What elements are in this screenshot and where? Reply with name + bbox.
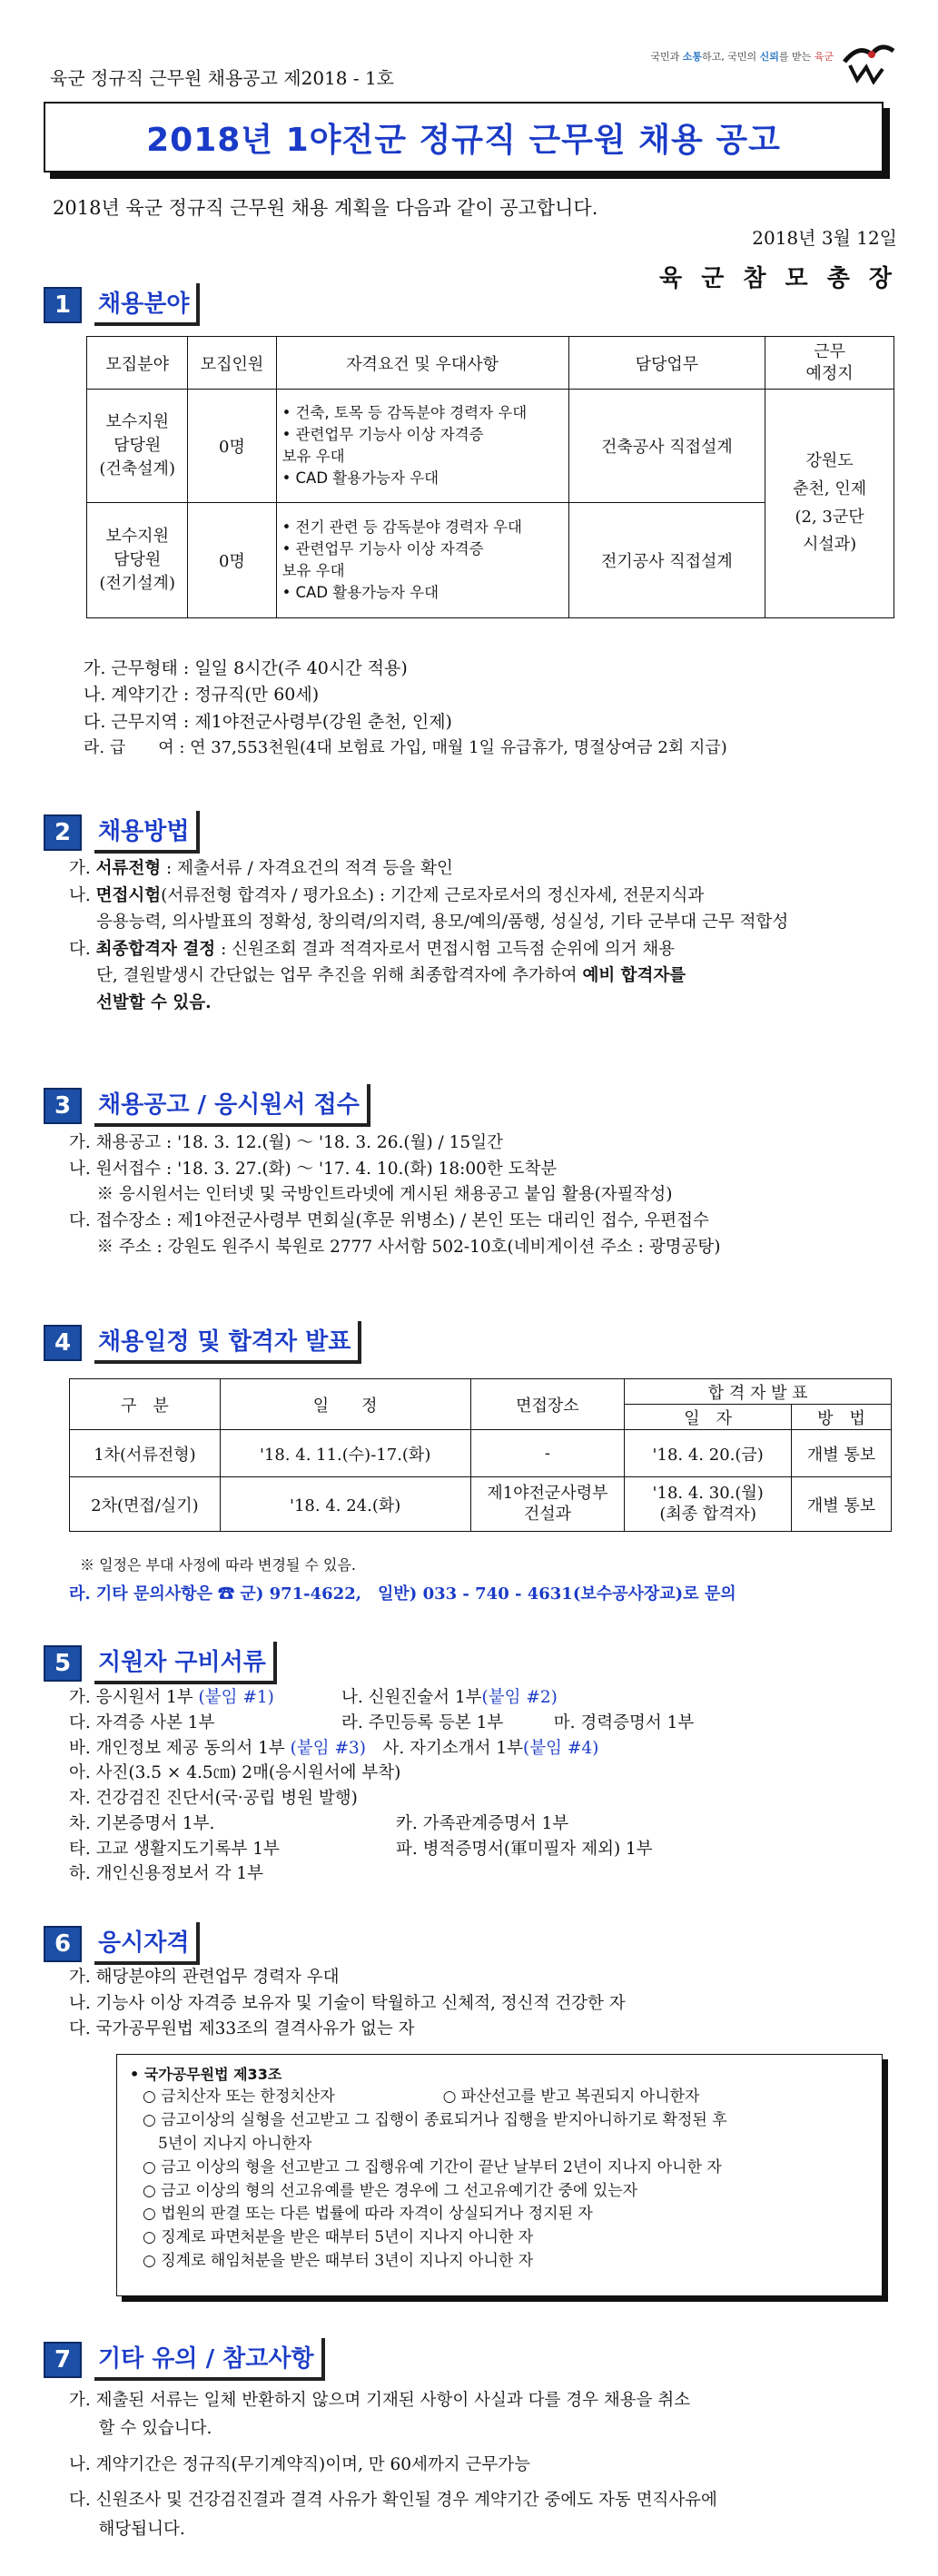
list-item: ※ 주소 : 강원도 원주시 북원로 2777 사서함 502-10호(네비게이션 주소 : 광명공탕) bbox=[80, 1237, 721, 1257]
section-title: 지원자 구비서류 bbox=[94, 1642, 277, 1684]
list-item: 가. 제출된 서류는 일체 반환하지 않으며 기재된 사항이 사실과 다를 경우 채용을 취소 bbox=[69, 2391, 691, 2410]
table-cell: 건축공사 직접설계 bbox=[568, 390, 765, 503]
table-header: 모집분야 bbox=[87, 337, 188, 390]
table-cell: '18. 4. 20.(금) bbox=[625, 1430, 792, 1477]
section-title: 응시자격 bbox=[94, 1922, 200, 1965]
section-3-header bbox=[44, 1084, 370, 1127]
list-item: 다. 근무지역 : 제1야전군사령부(강원 춘천, 인제) bbox=[84, 711, 452, 732]
table-cell: 개별 통보 bbox=[792, 1430, 892, 1477]
list-item: 5년이 지나지 아니한자 bbox=[143, 2134, 312, 2153]
table-cell: 전기공사 직접설계 bbox=[568, 503, 765, 618]
table-header: 일 정 bbox=[220, 1379, 470, 1430]
section-5-items bbox=[69, 1685, 694, 1887]
table-cell: - bbox=[470, 1430, 625, 1477]
table-header: 합 격 자 발 표 bbox=[625, 1379, 892, 1405]
issuing-authority: 육 군 참 모 총 장 bbox=[659, 265, 897, 292]
list-item: ※ 응시원서는 인터넷 및 국방인트라넷에 게시된 채용공고 붙임 활용(자필작성) bbox=[80, 1185, 673, 1205]
section-number: 6 bbox=[44, 1926, 82, 1962]
box-title: • 국가공무원법 제33조 bbox=[130, 2066, 282, 2083]
table-cell: 1차(서류전형) bbox=[70, 1430, 221, 1477]
list-item: 타. 고교 생활지도기록부 1부 파. 병적증명서(軍미필자 제외) 1부 bbox=[69, 1839, 653, 1859]
recruitment-field-table bbox=[86, 336, 894, 618]
list-item: 선발할 수 있음. bbox=[96, 992, 212, 1012]
table-cell: 0명 bbox=[188, 503, 276, 618]
table-row bbox=[87, 390, 894, 503]
table-cell: '18. 4. 30.(월) (최종 합격자) bbox=[625, 1477, 792, 1532]
section-1-items bbox=[84, 656, 727, 761]
list-item: 라. 급 여 : 연 37,553천원(4대 보험료 가입, 매월 1일 유급휴가, 명절상여금 2회 지급) bbox=[84, 738, 727, 758]
section-6-header bbox=[44, 1922, 200, 1965]
table-header: 자격요건 및 우대사항 bbox=[276, 337, 568, 390]
list-item: 다. 국가공무원법 제33조의 결격사유가 없는 자 bbox=[69, 2019, 415, 2039]
table-header: 근무 예정지 bbox=[765, 337, 894, 390]
list-item: 나. 면접시험(서류전형 합격자 / 평가요소) : 기간제 근로자로서의 정신자세, 전문지식과 bbox=[69, 885, 705, 905]
table-cell: 2차(면접/실기) bbox=[70, 1477, 221, 1532]
list-item: ○ 금치산자 또는 한정치산자 ○ 파산선고를 받고 복권되지 아니한자 bbox=[143, 2087, 700, 2107]
table-cell: 보수지원 담당원 (전기설계) bbox=[87, 503, 188, 618]
table-cell: 0명 bbox=[188, 390, 276, 503]
list-item: 하. 개인신용정보서 각 1부 bbox=[69, 1864, 264, 1884]
section-3-items bbox=[69, 1130, 720, 1260]
announcement-date: 2018년 3월 12일 bbox=[752, 227, 897, 249]
list-item: 자. 건강검진 진단서(국·공립 병원 발행) bbox=[69, 1789, 358, 1808]
list-item: 가. 채용공고 : '18. 3. 12.(월) ～ '18. 3. 26.(월) / 15일간 bbox=[69, 1133, 503, 1152]
disqualification-box bbox=[116, 2054, 883, 2296]
section-title: 채용일정 및 합격자 발표 bbox=[94, 1321, 361, 1364]
section-title: 기타 유의 / 참고사항 bbox=[94, 2338, 325, 2381]
table-cell: 보수지원 담당원 (건축설계) bbox=[87, 390, 188, 503]
list-item: 가. 해당분야의 관련업무 경력자 우대 bbox=[69, 1968, 340, 1987]
section-4-header bbox=[44, 1321, 361, 1364]
list-item: 다. 접수장소 : 제1야전군사령부 면회실(후문 위병소) / 본인 또는 대리인 접수, 우편접수 bbox=[69, 1211, 709, 1231]
contact-info: 라. 기타 문의사항은 ☎ 군) 971-4622, 일반) 033 - 740 - 4631(보수공사장교)로 문의 bbox=[69, 1584, 736, 1604]
list-item: 응용능력, 의사발표의 정확성, 창의력/의지력, 용모/예의/품행, 성실성, 기타 군부대 근무 적합성 bbox=[96, 913, 789, 933]
table-header: 면접장소 bbox=[470, 1379, 625, 1430]
section-title: 채용분야 bbox=[94, 283, 200, 326]
section-number: 3 bbox=[44, 1088, 82, 1124]
section-number: 1 bbox=[44, 287, 82, 323]
list-item: 바. 개인정보 제공 동의서 1부 (붙임 #3) 사. 자기소개서 1부(붙임 #4) bbox=[69, 1738, 599, 1758]
list-item: 나. 원서접수 : '18. 3. 27.(화) ～ '17. 4. 10.(화) 18:00한 도착분 bbox=[69, 1159, 558, 1179]
intro-text: 2018년 육군 정규직 근무원 채용 계획을 다음과 같이 공고합니다. bbox=[53, 197, 598, 219]
list-item: ○ 금고이상의 실형을 선고받고 그 집행이 종료되거나 집행을 받지아니하기로 확정된 후 bbox=[143, 2111, 727, 2130]
list-item: ○ 징계로 파면처분을 받은 때부터 5년이 지나지 아니한 자 bbox=[143, 2228, 534, 2247]
list-item: 가. 근무형태 : 일일 8시간(주 40시간 적용) bbox=[84, 658, 408, 678]
table-row bbox=[70, 1430, 892, 1477]
list-item: 가. 응시원서 1부 (붙임 #1) 나. 신원진술서 1부(붙임 #2) bbox=[69, 1688, 558, 1707]
section-title: 채용공고 / 응시원서 접수 bbox=[94, 1084, 370, 1127]
table-header: 구 분 bbox=[70, 1379, 221, 1430]
list-item: ○ 금고 이상의 형의 선고유예를 받은 경우에 그 선고유예기간 중에 있는자 bbox=[143, 2181, 638, 2200]
table-cell: 제1야전군사령부 건설과 bbox=[470, 1477, 625, 1532]
table-cell: '18. 4. 11.(수)-17.(화) bbox=[220, 1430, 470, 1477]
section-6-items bbox=[69, 1965, 626, 2043]
schedule-note: ※ 일정은 부대 사정에 따라 변경될 수 있음. bbox=[80, 1556, 356, 1574]
table-header: 담당업무 bbox=[568, 337, 765, 390]
table-row bbox=[70, 1477, 892, 1532]
list-item: ○ 법원의 판결 또는 다른 법률에 따라 자격이 상실되거나 정지된 자 bbox=[143, 2205, 593, 2224]
section-title: 채용방법 bbox=[94, 811, 200, 854]
table-cell: '18. 4. 24.(화) bbox=[220, 1477, 470, 1532]
section-2-header bbox=[44, 811, 200, 854]
section-number: 4 bbox=[44, 1325, 82, 1361]
section-7-header bbox=[44, 2338, 325, 2381]
list-item: ○ 금고 이상의 형을 선고받고 그 집행유예 기간이 끝난 날부터 2년이 지나지 아니한 자 bbox=[143, 2157, 722, 2176]
army-logo bbox=[650, 35, 897, 84]
section-1-header bbox=[44, 283, 200, 326]
page-title: 2018년 1야전군 정규직 근무원 채용 공고 bbox=[44, 102, 884, 173]
list-item: 다. 자격증 사본 1부 라. 주민등록 등본 1부 마. 경력증명서 1부 bbox=[69, 1712, 695, 1732]
list-item: 다. 신원조사 및 건강검진결과 결격 사유가 확인될 경우 계약기간 중에도 자동 면직사유에 bbox=[69, 2491, 717, 2511]
section-number: 2 bbox=[44, 814, 82, 851]
list-item: 다. 최종합격자 결정 : 신원조회 결과 적격자로서 면접시험 고득점 순위에 의거 채용 bbox=[69, 939, 676, 959]
section-7-items bbox=[69, 2386, 717, 2543]
list-item: 차. 기본증명서 1부. 카. 가족관계증명서 1부 bbox=[69, 1813, 569, 1833]
table-cell: • 전기 관련 등 감독분야 경력자 우대 • 관련업무 기능사 이상 자격증 보유 우대 • CAD 활용가능자 우대 bbox=[276, 503, 568, 618]
schedule-table bbox=[69, 1378, 892, 1532]
table-cell: 강원도 춘천, 인제 (2, 3군단 시설과) bbox=[765, 390, 894, 618]
logo-motto: 국민과 소통하고, 국민의 신뢰를 받는 육군 bbox=[650, 51, 834, 63]
table-cell: 개별 통보 bbox=[792, 1477, 892, 1532]
list-item: 가. 서류전형 : 제출서류 / 자격요건의 적격 등을 확인 bbox=[69, 859, 453, 878]
list-item: 해당됩니다. bbox=[82, 2519, 185, 2539]
list-item: 아. 사진(3.5 × 4.5㎝) 2매(응시원서에 부착) bbox=[69, 1763, 401, 1783]
table-header: 일 자 bbox=[625, 1405, 792, 1430]
list-item: ○ 징계로 해임처분을 받은 때부터 3년이 지나지 아니한 자 bbox=[143, 2252, 534, 2271]
section-number: 7 bbox=[44, 2342, 82, 2378]
doc-number: 육군 정규직 근무원 채용공고 제2018 - 1호 bbox=[50, 67, 395, 89]
section-2-items bbox=[69, 855, 788, 1017]
list-item: 나. 기능사 이상 자격증 보유자 및 기술이 탁월하고 신체적, 정신적 건강한 자 bbox=[69, 1993, 626, 2013]
list-item: 할 수 있습니다. bbox=[82, 2419, 212, 2439]
table-cell: • 건축, 토목 등 감독분야 경력자 우대 • 관련업무 기능사 이상 자격증 보유 우대 • CAD 활용가능자 우대 bbox=[276, 390, 568, 503]
section-5-header bbox=[44, 1642, 277, 1684]
table-header: 모집인원 bbox=[188, 337, 276, 390]
army-emblem-icon bbox=[841, 35, 897, 84]
table-header: 방 법 bbox=[792, 1405, 892, 1430]
section-number: 5 bbox=[44, 1645, 82, 1682]
list-item: 나. 계약기간 : 정규직(만 60세) bbox=[84, 685, 320, 706]
list-item: 나. 계약기간은 정규직(무기계약직)이며, 만 60세까지 근무가능 bbox=[69, 2454, 531, 2474]
list-item: 단, 결원발생시 간단없는 업무 추진을 위해 최종합격자에 추가하여 예비 합격자를 bbox=[96, 966, 686, 986]
